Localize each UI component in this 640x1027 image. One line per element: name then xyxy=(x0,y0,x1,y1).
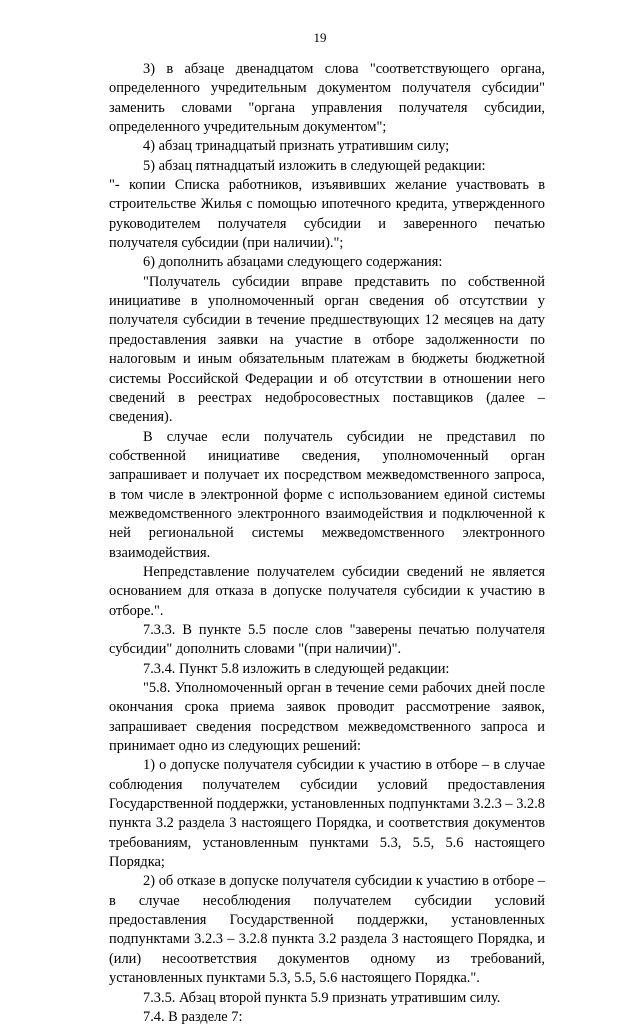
paragraph-item-4: 4) абзац тринадцатый признать утратившим силу; xyxy=(143,138,450,155)
document-body xyxy=(109,60,545,1027)
paragraph-7-3-5: 7.3.5. Абзац второй пункта 5.9 признать утратившим силу. xyxy=(143,989,501,1006)
paragraph-item-3: 3) в абзаце двенадцатом слова "соответствующего органа, определенного учредительным документом получателя субсидии" заменить словами "органа управления получателя субсидии, определенного учредительным документом"; xyxy=(109,61,545,136)
quoted-paragraph-workers-list: "- копии Списка работников, изъявивших желание участвовать в строительстве Жилья с помощью ипотечного кредита, утвержденного руководителем получателя субсидии и заверенного печатью получателя субсидии (при наличии)."; xyxy=(109,177,545,252)
paragraph-item-6: 6) дополнить абзацами следующего содержания: xyxy=(143,254,443,271)
paragraph-7-4: 7.4. В разделе 7: xyxy=(143,1008,243,1025)
quoted-paragraph-initiative: "Получатель субсидии вправе представить по собственной инициативе в уполномоченный орган сведения об отсутствии у получателя субсидии в течение предшествующих 12 месяцев на дату предоставления заявки на участие в отборе задолженности по налоговым и иным обязательным платежам в бюджеты бюджетной системы Российской Федерации и об отсутствии в отношении него сведений в реестрах недобросовестных поставщиков (далее – сведения). xyxy=(109,273,545,426)
paragraph-decision-refuse: 2) об отказе в допуске получателя субсидии к участию в отборе – в случае несоблюдения получателем субсидии условий предоставления Государственной поддержки, установленных подпунктами 3.2.3 – 3.2.8 пункта 3.2 раздела 3 настоящего Порядка, и (или) несоответствия документов одному из требований, установленных пунктами 5.3, 5.5, 5.6 настоящего Порядка.". xyxy=(109,873,545,987)
paragraph-item-5: 5) абзац пятнадцатый изложить в следующей редакции: xyxy=(143,157,486,174)
paragraph-7-3-3: 7.3.3. В пункте 5.5 после слов "заверены печатью получателя субсидии" дополнить словами "(при наличии)". xyxy=(109,621,545,658)
paragraph-non-submission: Непредставление получателем субсидии сведений не является основанием для отказа в допуске получателя субсидии к участию в отборе.". xyxy=(109,563,545,619)
paragraph-decision-admit: 1) о допуске получателя субсидии к участию в отборе – в случае соблюдения получателем субсидии условий предоставления Государственной поддержки, установленных подпунктами 3.2.3 – 3.2.8 пункта 3.2 раздела 3 настоящего Порядка, и соответствия документов требованиям, установленным пунктами 5.3, 5.5, 5.6 настоящего Порядка; xyxy=(109,757,545,871)
paragraph-interagency-request: В случае если получатель субсидии не представил по собственной инициативе сведения, уполномоченный орган запрашивает и получает их посредством межведомственного запроса, в том числе в электронной форме с использованием единой системы межведомственного электронного взаимодействия и подключенной к ней региональной системы межведомственного электронного взаимодействия. xyxy=(109,428,545,561)
quoted-paragraph-5-8: "5.8. Уполномоченный орган в течение семи рабочих дней после окончания срока приема заявок проводит рассмотрение заявок, запрашивает сведения посредством межведомственного запроса и принимает одно из следующих решений: xyxy=(109,680,545,755)
paragraph-7-3-4: 7.3.4. Пункт 5.8 изложить в следующей редакции: xyxy=(143,660,450,677)
page-number: 19 xyxy=(313,30,327,45)
